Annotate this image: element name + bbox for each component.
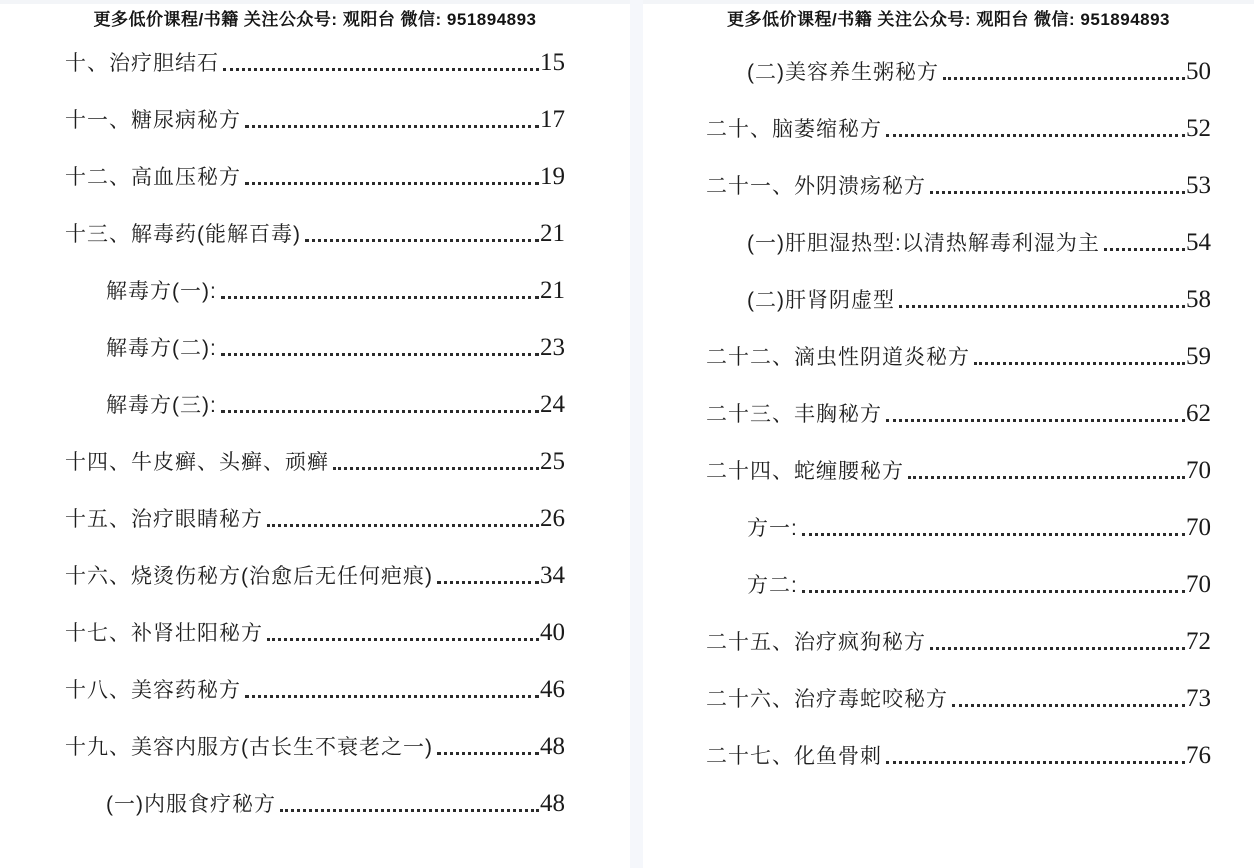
toc-entry-label: 二十六、治疗毒蛇咬秘方 [706, 687, 948, 711]
toc-entry-label: (一)内服食疗秘方 [106, 792, 276, 816]
toc-entry-page-number: 48 [540, 790, 565, 817]
dot-leader [802, 590, 1185, 593]
toc-entry [65, 489, 565, 546]
toc-entry [706, 270, 1211, 327]
toc-entry [706, 669, 1211, 726]
toc-entry-label: 解毒方(二): [106, 336, 217, 360]
toc-entry [65, 261, 565, 318]
dot-leader [886, 761, 1185, 764]
toc-entry-label: (二)美容养生粥秘方 [747, 60, 939, 84]
toc-entry-label: 十、治疗胆结石 [65, 51, 219, 75]
toc-entry [65, 546, 565, 603]
dot-leader [280, 809, 539, 812]
toc-entry-label: 二十五、治疗疯狗秘方 [706, 630, 926, 654]
toc-entry-page-number: 59 [1186, 343, 1211, 370]
toc-entry-page-number: 26 [540, 505, 565, 532]
toc-entry [65, 147, 565, 204]
toc-entry-page-number: 48 [540, 733, 565, 760]
toc-entry-page-number: 34 [540, 562, 565, 589]
toc-entry-label: 十一、糖尿病秘方 [65, 108, 241, 132]
toc-entry-page-number: 70 [1186, 514, 1211, 541]
toc-entry-label: 十二、高血压秘方 [65, 165, 241, 189]
toc-entry-page-number: 15 [540, 49, 565, 76]
toc-entry [65, 90, 565, 147]
toc-entry-label: 解毒方(三): [106, 393, 217, 417]
page-header: 更多低价课程/书籍 关注公众号: 观阳台 微信: 951894893 [93, 10, 537, 29]
dot-leader [223, 68, 539, 71]
dot-leader [886, 134, 1185, 137]
toc-entry-label: 二十二、滴虫性阴道炎秘方 [706, 345, 970, 369]
toc-entry [65, 33, 565, 90]
toc-entry-page-number: 17 [540, 106, 565, 133]
toc-entry-label: 十五、治疗眼睛秘方 [65, 507, 263, 531]
toc-entry-label: 方一: [747, 516, 798, 540]
toc-entry-label: 十三、解毒药(能解百毒) [65, 222, 301, 246]
page-gutter-divider [630, 0, 643, 868]
dot-leader [802, 533, 1185, 536]
toc-entry-label: 二十七、化鱼骨刺 [706, 744, 882, 768]
dot-leader [437, 752, 539, 755]
dot-leader [305, 239, 539, 242]
toc-entry [65, 375, 565, 432]
toc-entry [706, 612, 1211, 669]
dot-leader [221, 296, 539, 299]
toc-entry [706, 726, 1211, 783]
toc-entry-page-number: 58 [1186, 286, 1211, 313]
toc-entry [65, 432, 565, 489]
toc-entry-page-number: 70 [1186, 457, 1211, 484]
dot-leader [952, 704, 1185, 707]
toc-entry [65, 318, 565, 375]
dot-leader [245, 125, 539, 128]
toc-entry [65, 660, 565, 717]
toc-entry [706, 498, 1211, 555]
toc-entry-label: 十七、补肾壮阳秘方 [65, 621, 263, 645]
dot-leader [974, 362, 1185, 365]
toc-entry-page-number: 19 [540, 163, 565, 190]
dot-leader [908, 476, 1185, 479]
toc-entry-label: 二十一、外阴溃疡秘方 [706, 174, 926, 198]
toc-entry-page-number: 21 [540, 220, 565, 247]
toc-list-right [706, 42, 1211, 783]
toc-entry-page-number: 72 [1186, 628, 1211, 655]
dot-leader [437, 581, 539, 584]
toc-entry-label: 二十、脑萎缩秘方 [706, 117, 882, 141]
toc-entry-page-number: 40 [540, 619, 565, 646]
toc-entry [706, 156, 1211, 213]
toc-entry-label: 十六、烧烫伤秘方(治愈后无任何疤痕) [65, 564, 433, 588]
toc-entry-page-number: 21 [540, 277, 565, 304]
toc-entry-page-number: 52 [1186, 115, 1211, 142]
toc-entry [706, 213, 1211, 270]
toc-entry-page-number: 23 [540, 334, 565, 361]
toc-entry-label: 十八、美容药秘方 [65, 678, 241, 702]
toc-entry-label: 二十三、丰胸秘方 [706, 402, 882, 426]
toc-entry [65, 204, 565, 261]
toc-entry-label: (二)肝肾阴虚型 [747, 288, 895, 312]
toc-entry [65, 774, 565, 831]
toc-entry [706, 42, 1211, 99]
toc-entry-label: 十九、美容内服方(古长生不衰老之一) [65, 735, 433, 759]
toc-entry-page-number: 76 [1186, 742, 1211, 769]
toc-entry-label: (一)肝胆湿热型:以清热解毒利湿为主 [747, 231, 1100, 255]
toc-entry-page-number: 50 [1186, 58, 1211, 85]
dot-leader [221, 410, 539, 413]
toc-entry-label: 二十四、蛇缠腰秘方 [706, 459, 904, 483]
dot-leader [221, 353, 539, 356]
toc-entry [65, 603, 565, 660]
toc-entry-page-number: 24 [540, 391, 565, 418]
toc-entry-page-number: 62 [1186, 400, 1211, 427]
dot-leader [899, 305, 1185, 308]
toc-entry-label: 十四、牛皮癣、头癣、顽癣 [65, 450, 329, 474]
dot-leader [930, 191, 1185, 194]
toc-entry [706, 99, 1211, 156]
toc-entry-page-number: 46 [540, 676, 565, 703]
toc-entry [706, 384, 1211, 441]
dot-leader [267, 524, 539, 527]
dot-leader [930, 647, 1185, 650]
dot-leader [943, 77, 1185, 80]
toc-entry-page-number: 25 [540, 448, 565, 475]
toc-entry-page-number: 73 [1186, 685, 1211, 712]
dot-leader [333, 467, 539, 470]
toc-entry-page-number: 53 [1186, 172, 1211, 199]
dot-leader [1104, 248, 1185, 251]
dot-leader [245, 695, 539, 698]
toc-entry-label: 解毒方(一): [106, 279, 217, 303]
toc-entry-label: 方二: [747, 573, 798, 597]
toc-entry [706, 555, 1211, 612]
dot-leader [245, 182, 539, 185]
toc-entry-page-number: 70 [1186, 571, 1211, 598]
dot-leader [267, 638, 539, 641]
toc-entry [706, 441, 1211, 498]
toc-entry [65, 717, 565, 774]
toc-list-left [65, 33, 565, 831]
page-header: 更多低价课程/书籍 关注公众号: 观阳台 微信: 951894893 [726, 10, 1171, 29]
dot-leader [886, 419, 1185, 422]
toc-entry-page-number: 54 [1186, 229, 1211, 256]
toc-entry [706, 327, 1211, 384]
page-right [643, 0, 1254, 868]
